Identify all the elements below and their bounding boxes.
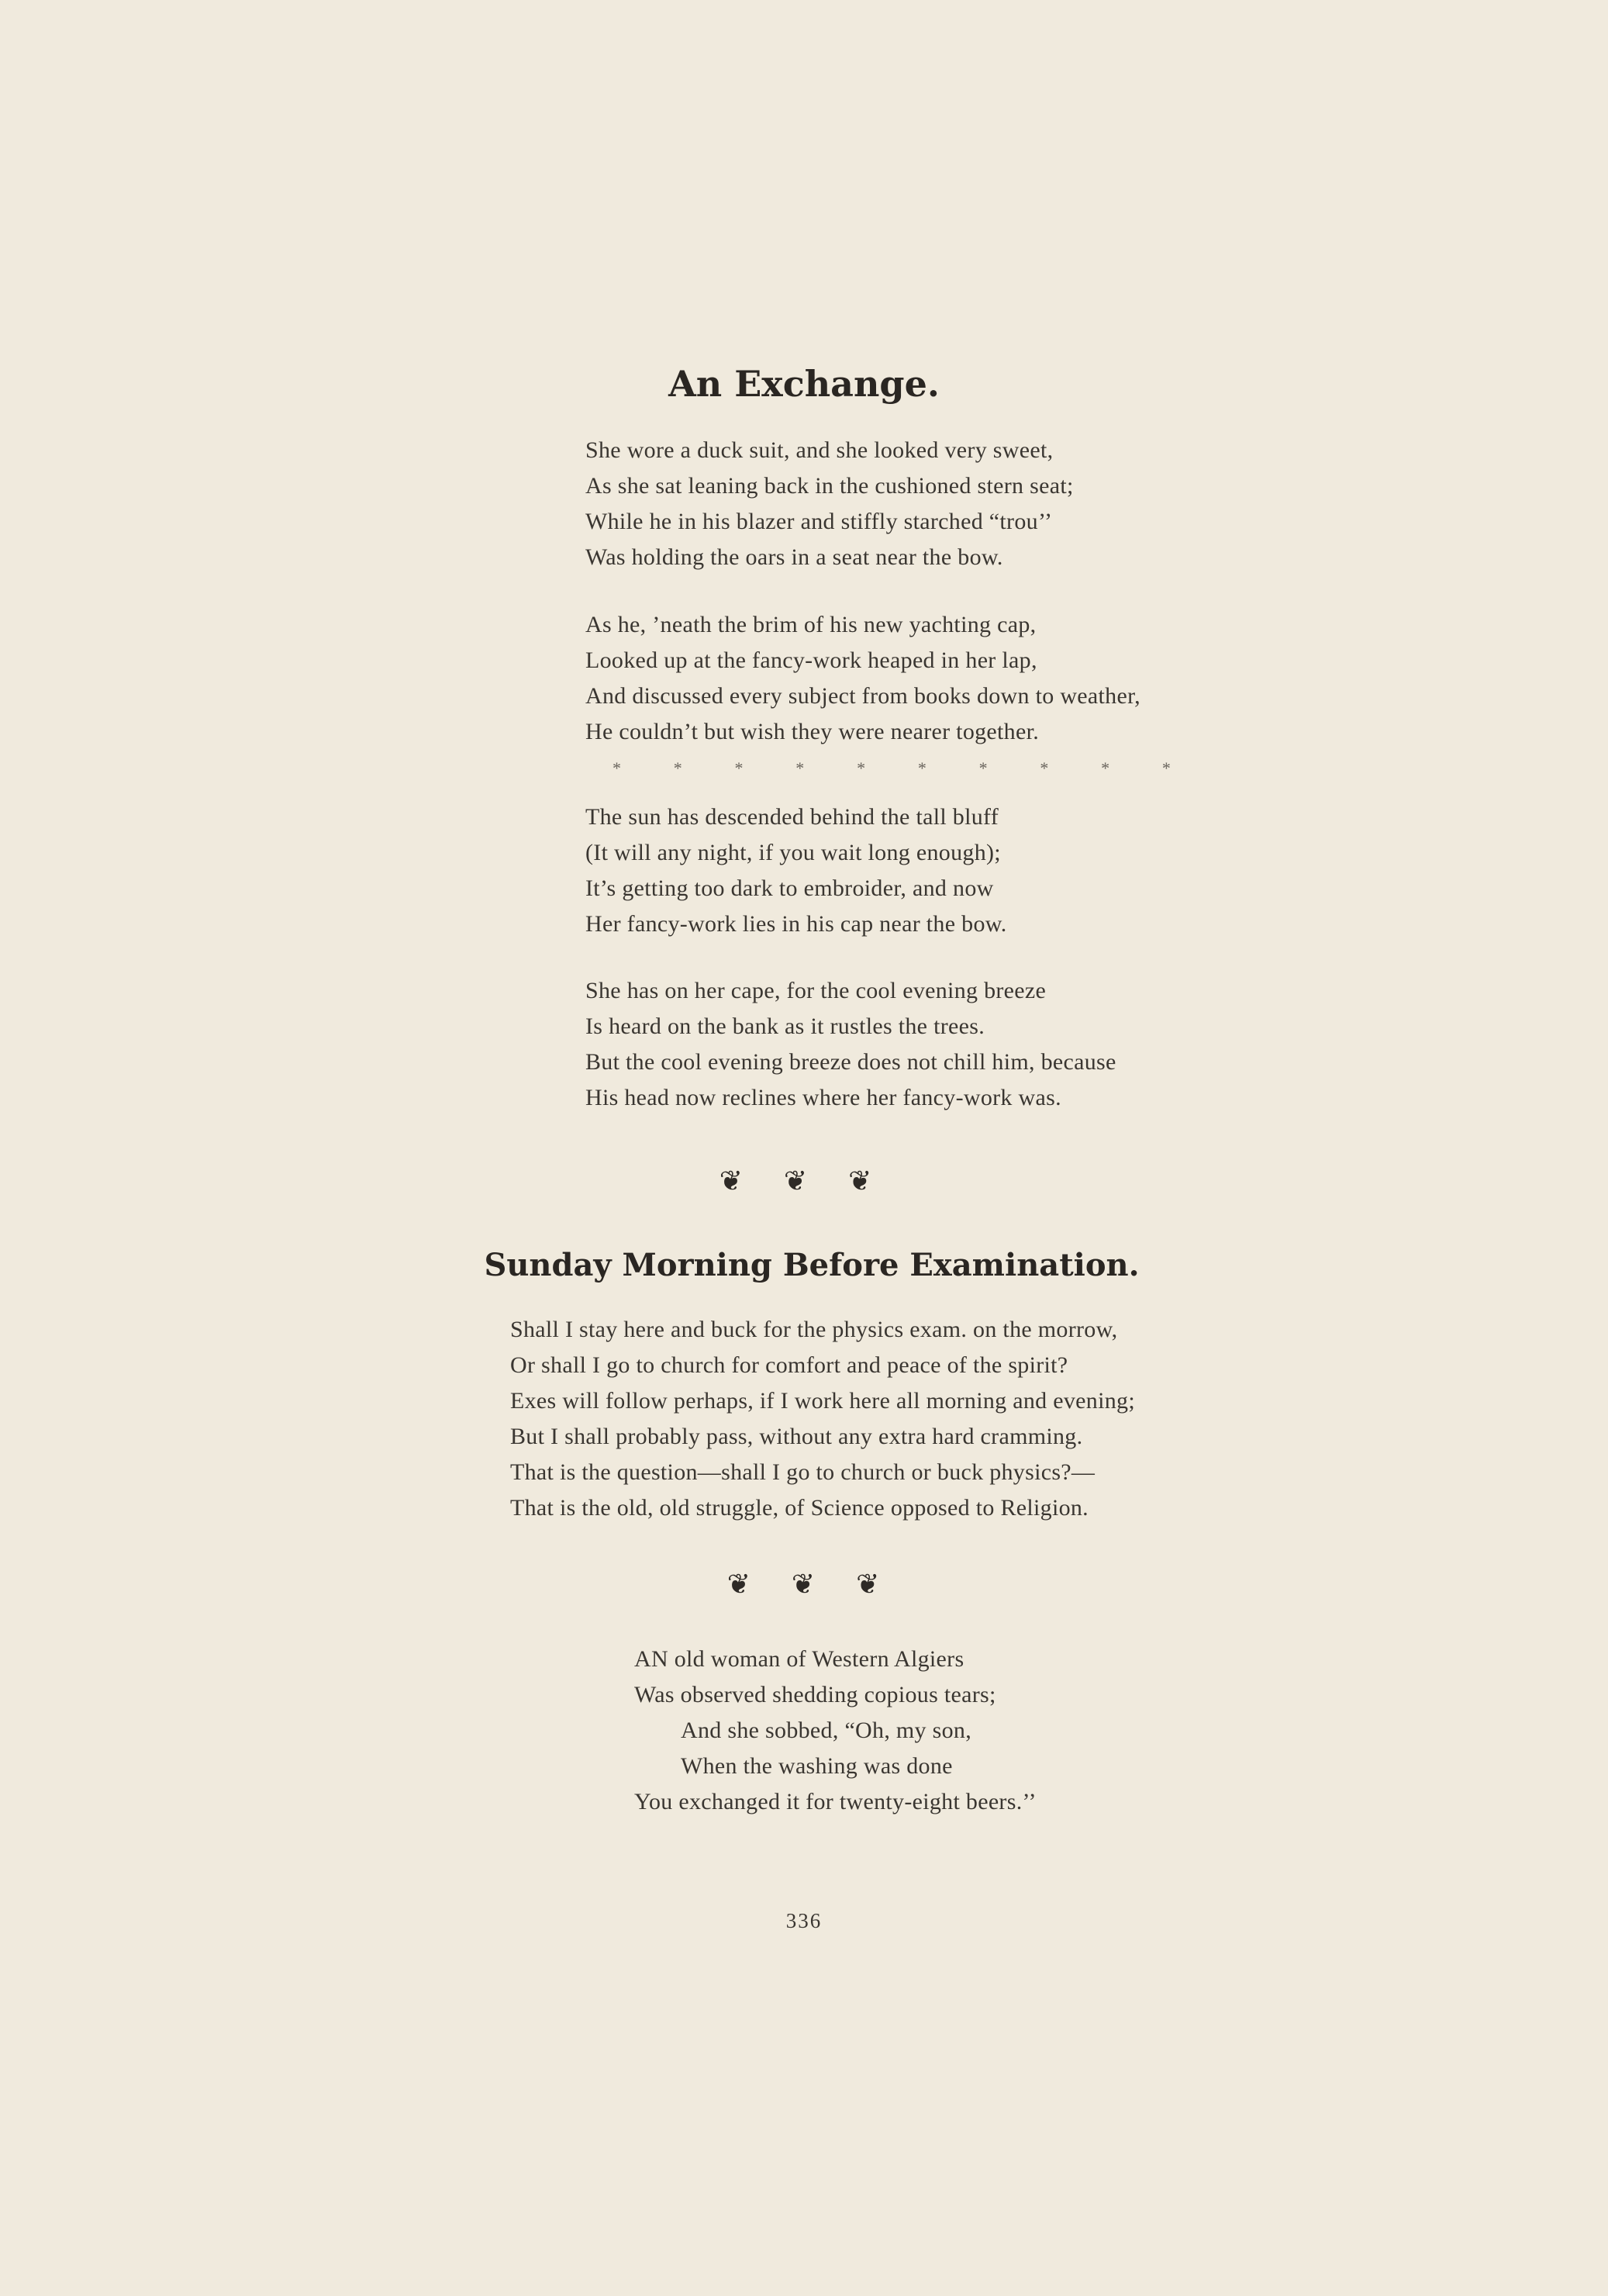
asterisk: *: [917, 758, 926, 778]
limerick: [634, 1642, 1037, 1820]
poem-stanza: [585, 799, 1007, 942]
floral-ornament-icon: ❦ ❦ ❦: [726, 1569, 897, 1600]
poem-line: (It will any night, if you wait long enough);: [585, 840, 1001, 865]
poem-line: That is the question—shall I go to church or buck physics?—: [510, 1459, 1096, 1485]
limerick-line: When the washing was done: [681, 1753, 953, 1779]
poem-line: As he, ’neath the brim of his new yachting cap,: [585, 612, 1037, 637]
poem-line: His head now reclines where her fancy-work was.: [585, 1085, 1061, 1110]
asterisk: *: [978, 758, 988, 778]
page-number: 336: [785, 1909, 823, 1932]
asterisk: *: [612, 758, 621, 778]
asterisk-divider: [612, 758, 1171, 779]
limerick-line: AN old woman of Western Algiers: [634, 1646, 964, 1672]
poem-title-an-exchange: An Exchange.: [668, 363, 940, 405]
poem-stanza: [585, 433, 1074, 575]
asterisk: *: [1101, 758, 1110, 778]
poem-line: As she sat leaning back in the cushioned stern seat;: [585, 473, 1074, 499]
poem-line: Or shall I go to church for comfort and peace of the spirit?: [510, 1352, 1068, 1378]
poem-body: [510, 1312, 1135, 1526]
poem-line: But I shall probably pass, without any extra hard cramming.: [510, 1424, 1083, 1449]
asterisk: *: [1161, 758, 1171, 778]
poem-line: He couldn’t but wish they were nearer together.: [585, 719, 1040, 744]
limerick-line: You exchanged it for twenty-eight beers.’’: [634, 1789, 1037, 1814]
asterisk: *: [1040, 758, 1049, 778]
floral-ornament-icon: ❦ ❦ ❦: [719, 1165, 889, 1196]
poem-line: Was holding the oars in a seat near the bow.: [585, 544, 1003, 570]
asterisk: *: [734, 758, 744, 778]
poem-line: Looked up at the fancy-work heaped in her lap,: [585, 647, 1037, 673]
poem-line: Shall I stay here and buck for the physics exam. on the morrow,: [510, 1317, 1118, 1342]
poem-line: And discussed every subject from books down to weather,: [585, 683, 1140, 709]
poem-line: Is heard on the bank as it rustles the trees.: [585, 1013, 985, 1039]
poem-line: She wore a duck suit, and she looked very sweet,: [585, 437, 1054, 463]
poem-line: Exes will follow perhaps, if I work here all morning and evening;: [510, 1388, 1135, 1414]
poem-line: But the cool evening breeze does not chill him, because: [585, 1049, 1116, 1075]
poem-stanza: [585, 973, 1116, 1116]
asterisk: *: [795, 758, 805, 778]
asterisk: *: [673, 758, 682, 778]
poem-line: Her fancy-work lies in his cap near the bow.: [585, 911, 1007, 937]
poem-stanza: [585, 607, 1140, 750]
poem-line: It’s getting too dark to embroider, and now: [585, 875, 994, 901]
poem-line: She has on her cape, for the cool evening breeze: [585, 978, 1047, 1003]
poem-line: That is the old, old struggle, of Science opposed to Religion.: [510, 1495, 1089, 1521]
limerick-line: Was observed shedding copious tears;: [634, 1682, 996, 1707]
limerick-line: And she sobbed, “Oh, my son,: [681, 1718, 972, 1743]
poem-line: The sun has descended behind the tall bluff: [585, 804, 999, 830]
poem-line: While he in his blazer and stiffly starched “trou’’: [585, 509, 1053, 534]
asterisk: *: [857, 758, 866, 778]
poem-title-sunday-morning: Sunday Morning Before Examination.: [484, 1247, 1140, 1283]
